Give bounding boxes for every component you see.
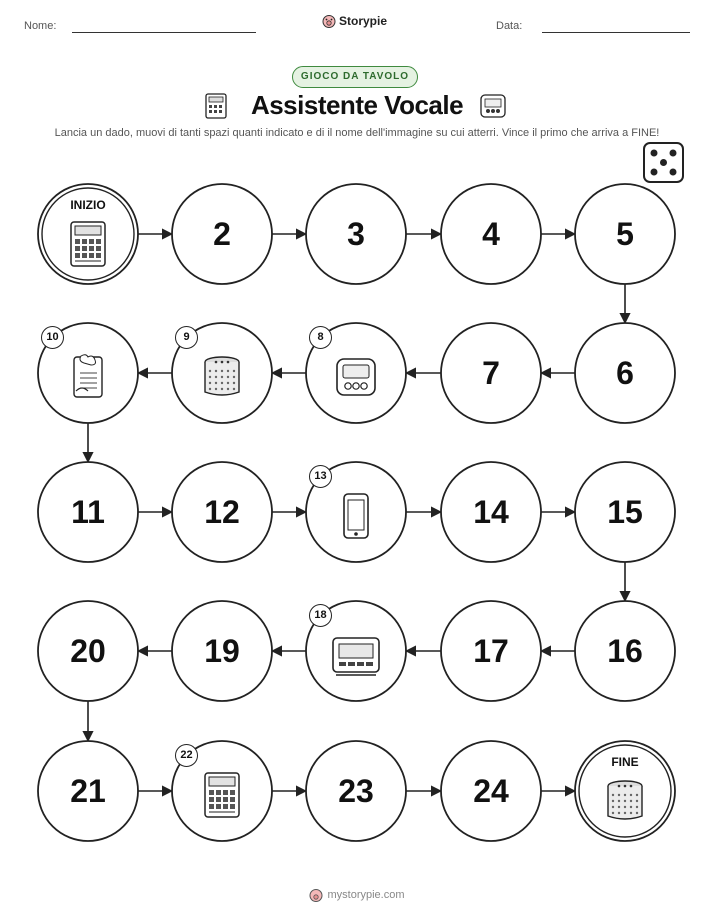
smart-speaker-icon [608,781,642,819]
smart-panel-icon [71,222,105,266]
space-number-badge: 10 [41,326,64,349]
space-number: 12 [204,494,240,530]
space-number: 7 [482,355,500,391]
space-number: 17 [473,633,509,669]
space-number-badge: 9 [175,326,198,349]
footer-url[interactable]: mystorypie.com [327,889,405,901]
name-label: Nome: [24,20,57,32]
dice-icon [644,143,683,182]
space-number: 5 [616,216,634,252]
space-number-badge: 13 [309,465,332,488]
page-title: Assistente Vocale [250,90,464,120]
space-number: 6 [616,355,634,391]
smart-speaker-icon [205,357,239,395]
pig-footer-icon [309,888,323,902]
space-number: 19 [204,633,240,669]
space-number: 15 [607,494,643,530]
smart-display-icon [333,638,379,675]
recipe-icon [74,355,102,397]
space-number: 2 [213,216,231,252]
phone-icon [344,494,368,538]
space-number: 21 [70,773,106,809]
space-number-badge: 18 [309,604,332,627]
footer [0,888,714,902]
game-type-badge: GIOCO DA TAVOLO [292,66,418,88]
space-number: 4 [482,216,500,252]
space-number: 20 [70,633,106,669]
smart-panel-icon [205,773,239,817]
title-timer-icon [481,95,505,117]
timer-icon [337,359,375,395]
space-number-badge: 8 [309,326,332,349]
space-number: 23 [338,773,374,809]
start-label: INIZIO [70,198,106,212]
space-number: 11 [71,494,105,530]
title-panel-icon [206,94,226,118]
space-number: 14 [473,494,509,530]
space-number: 3 [347,216,365,252]
date-label: Data: [496,20,523,32]
space-number-badge: 22 [175,744,198,767]
brand-name: Storypie [339,14,388,28]
instructions: Lancia un dado, muovi di tanti spazi quanti indicato e di il nome dell'immagine su cui atterri. Vince il primo che arriva a FINE! [54,127,660,139]
space-number: 16 [607,633,643,669]
space-number: 24 [473,773,509,809]
end-label: FINE [611,755,639,769]
